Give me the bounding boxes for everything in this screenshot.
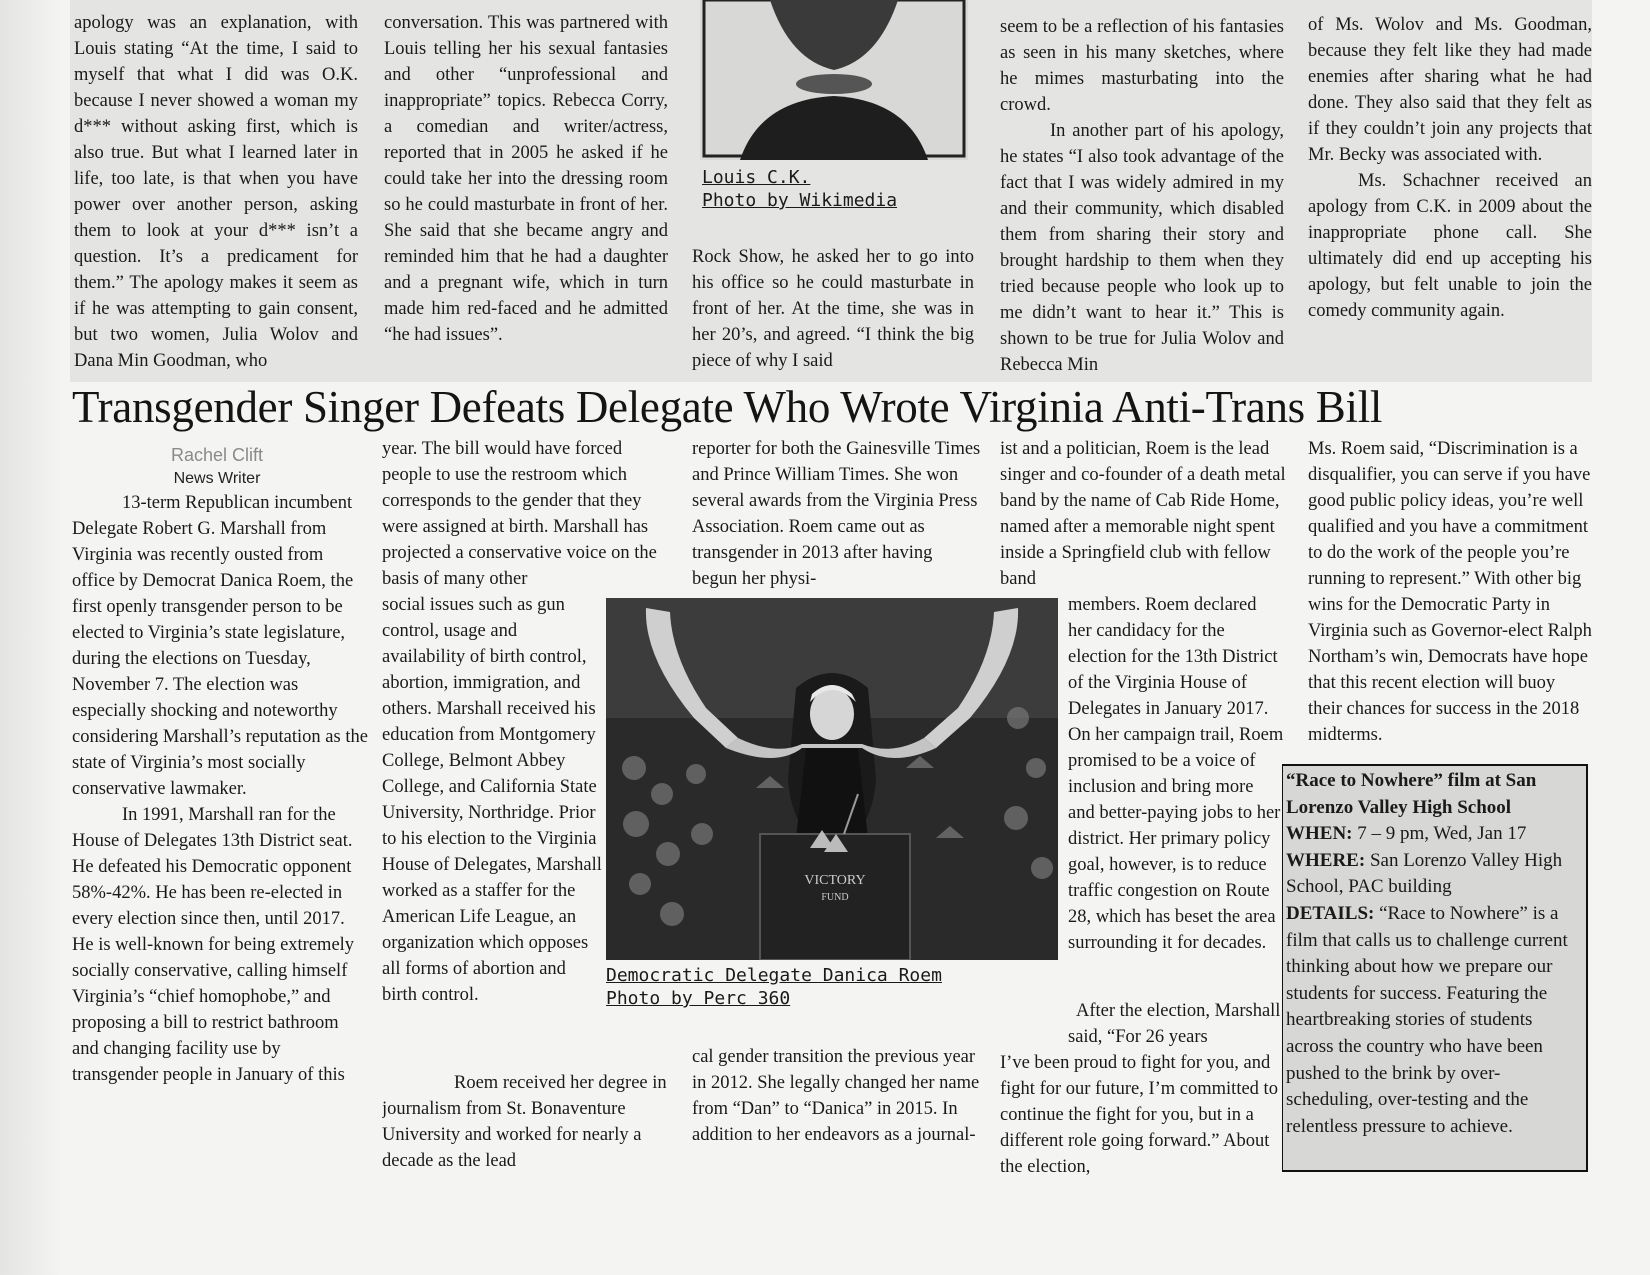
- article-column-4-narrow-text: members. Roem declared her candidacy for the election for the 13th District of the Virginia House of Delegates in January 2017. On her campaign trail, Roem promised to be a voice of inclusion and bring more and better-paying jobs to her district. Her primary policy goal, however, is to reduce traffic congestion on Route 28, which has beset the area surrounding it for decades.: [1068, 595, 1284, 953]
- article-column-2-bottom-text: Roem received her degree in journalism from St. Bonaventure University and worked for nearly a decade as the lead: [382, 1073, 667, 1171]
- article-column-4-indent-text: After the election, Marshall said, “For 26 years: [1068, 1001, 1281, 1047]
- article-column-2-top: [382, 436, 672, 592]
- article-column-4-narrow: [1068, 592, 1284, 998]
- article-column-4-top-text: ist and a politician, Roem is the lead singer and co-founder of a death metal band by the name of Cab Ride Home, named after a memorable night spent inside a Springfield club with fellow band: [1000, 439, 1286, 589]
- article-column-5: [1308, 436, 1592, 762]
- article-column-2-top-text: year. The bill would have forced people to use the restroom which corresponds to the gender that they were assigned at birth. Marshall has projected a conservative voice on the basis of many other: [382, 439, 657, 589]
- author-name: Rachel Clift: [170, 445, 264, 465]
- roem-caption-line-2: Photo by Perc 360: [606, 988, 791, 1009]
- event-when: [1286, 821, 1584, 848]
- event-details-label: DETAILS:: [1286, 902, 1375, 924]
- article-column-5-text: Ms. Roem said, “Discrimination is a disqualifier, you can serve if you have good public policy ideas, you’re well qualified and you have a commitment to do the work of the people you’re running to represent.” With other big wins for the Democratic Party in Virginia such as Governor-elect Ralph Northam’s win, Democrats have hope that this recent election will buoy their chances for success in the 2018 midterms.: [1308, 439, 1592, 745]
- event-when-value: 7 – 9 pm, Wed, Jan 17: [1357, 823, 1527, 845]
- event-title: “Race to Nowhere” film at San Lorenzo Valley High School: [1286, 770, 1537, 818]
- article-column-4-bottom: [1000, 1050, 1284, 1176]
- louis-photo-caption: [702, 166, 962, 212]
- event-details: [1286, 901, 1584, 1140]
- top-column-1: [74, 10, 358, 382]
- louis-caption-line-2: Photo by Wikimedia: [702, 190, 898, 211]
- article-column-3-bottom-text: cal gender transition the previous year in 2012. She legally changed her name from “Dan” to “Danica” in 2015. In addition to her endeavors as a journal-: [692, 1047, 980, 1145]
- danica-roem-photo: [606, 598, 1058, 960]
- article-column-4-top: [1000, 436, 1290, 592]
- article-column-4-indent: [1068, 998, 1284, 1052]
- top-column-2-text: conversation. This was partnered with Louis telling her his sexual fantasies and other “unprofessional and inappropriate” topics. Rebecca Corry, a comedian and writer/actress, reported that in 2005 he asked if he could take her into the dressing room so he could masturbate in front of her. She said that she became angry and reminded him that he had a daughter and a pregnant wife, which in turn made him red-faced and he admitted “he had issues”.: [384, 13, 668, 345]
- article-column-3-top-text: reporter for both the Gainesville Times and Prince William Times. She won several awards from the Virginia Press Association. Roem came out as transgender in 2013 after having begun her physi-: [692, 439, 981, 589]
- event-when-label: WHEN:: [1286, 823, 1353, 845]
- top-column-3: [692, 244, 974, 382]
- top-column-5: [1308, 12, 1592, 382]
- roem-caption-line-1: Democratic Delegate Danica Roem: [606, 965, 942, 986]
- author-role: News Writer: [173, 470, 261, 487]
- article-column-1: [72, 490, 368, 1180]
- article-column-2-narrow: [382, 592, 604, 1070]
- louis-ck-photo: [700, 0, 968, 160]
- article-column-2-bottom: [382, 1070, 672, 1176]
- article-column-1-para-1: 13-term Republican incumbent Delegate Robert G. Marshall from Virginia was recently ousted from office by Democrat Danica Roem, the first openly transgender person to be elected to Virginia’s state legislature, during the elections on Tuesday, November 7. The election was especially shocking and noteworthy considering Marshall’s reputation as the state of Virginia’s most socially conservative lawmaker.: [72, 493, 368, 799]
- top-column-2: [384, 10, 668, 382]
- top-column-3-text: Rock Show, he asked her to go into his office so he could masturbate in front of her. At the time, she was in her 20’s, and agreed. “I think the big piece of why I said: [692, 247, 974, 371]
- roem-photo-caption: [606, 964, 1046, 1010]
- article-column-3-top: [692, 436, 982, 592]
- event-details-value: “Race to Nowhere” is a film that calls us to challenge current thinking about how we prepare our students for success. Featuring the heartbreaking stories of students across the country who have been pushed to the brink by over-scheduling, over-testing and the relentless pressure to achieve.: [1286, 902, 1568, 1137]
- scan-edge: [0, 0, 62, 1275]
- byline: [72, 444, 362, 490]
- event-where-value: San Lorenzo Valley High School, PAC building: [1286, 849, 1563, 898]
- article-column-4-bottom-text: I’ve been proud to fight for you, and fight for our future, I’m committed to continue the fight for you, but in a different role going forward.” About the election,: [1000, 1053, 1278, 1176]
- event-where-label: WHERE:: [1286, 849, 1366, 871]
- top-column-4-para-1: seem to be a reflection of his fantasies as seen in his many sketches, where he mimes masturbating into the crowd.: [1000, 17, 1284, 115]
- article-column-1-para-2: In 1991, Marshall ran for the House of Delegates 13th District seat. He defeated his Democratic opponent 58%-42%. He has been re-elected in every election since then, until 2017. He is well-known for being extremely socially conservative, calling himself Virginia’s “chief homophobe,” and proposing a bill to restrict bathroom and changing facility use by transgender people in January of this: [72, 805, 355, 1085]
- top-column-4-para-2: In another part of his apology, he states “I also took advantage of the fact that I was widely admired in my and their community, which disabled them from sharing their story and brought hardship to them when they tried because people who look up to me didn’t want to hear it.” This is shown to be true for Julia Wolov and Rebecca Min: [1000, 121, 1284, 375]
- event-where: [1286, 848, 1584, 901]
- article-column-3-bottom: [692, 1044, 982, 1176]
- top-column-4: [1000, 14, 1284, 382]
- article-column-2-narrow-text: social issues such as gun control, usage and availability of birth control, abortion, immigration, and others. Marshall received his education from Montgomery College, Belmont Abbey College, and California State University, Northridge. Prior to his election to the Virginia House of Delegates, Marshall worked as a staffer for the American Life League, an organization which opposes all forms of abortion and birth control.: [382, 595, 602, 1005]
- podium-text-1: VICTORY: [804, 873, 866, 888]
- top-column-5-para-2: Ms. Schachner received an apology from C.K. in 2009 about the inappropriate phone call. She ultimately did end up accepting his apology, but felt unable to join the comedy community again.: [1308, 171, 1592, 321]
- louis-caption-line-1: Louis C.K.: [702, 167, 811, 188]
- top-column-5-para-1: of Ms. Wolov and Ms. Goodman, because they felt like they had made enemies after sharing what he had done. They also said that they felt as if they couldn’t join any projects that Mr. Becky was associated with.: [1308, 15, 1592, 165]
- article-headline: Transgender Singer Defeats Delegate Who Wrote Virginia Anti-Trans Bill: [72, 382, 1383, 432]
- top-column-1-text: apology was an explanation, with Louis stating “At the time, I said to myself that what I did was O.K. because I never showed a woman my d*** without asking first, which is also true. But what I learned later in life, too late, is that when you have power over another person, asking them to look at your d*** isn’t a question. It’s a predicament for them.” The apology makes it seem as if he was attempting to gain consent, but two women, Julia Wolov and Dana Min Goodman, who: [74, 13, 358, 371]
- podium-text-2: FUND: [821, 892, 849, 903]
- event-info-box: [1282, 764, 1588, 1172]
